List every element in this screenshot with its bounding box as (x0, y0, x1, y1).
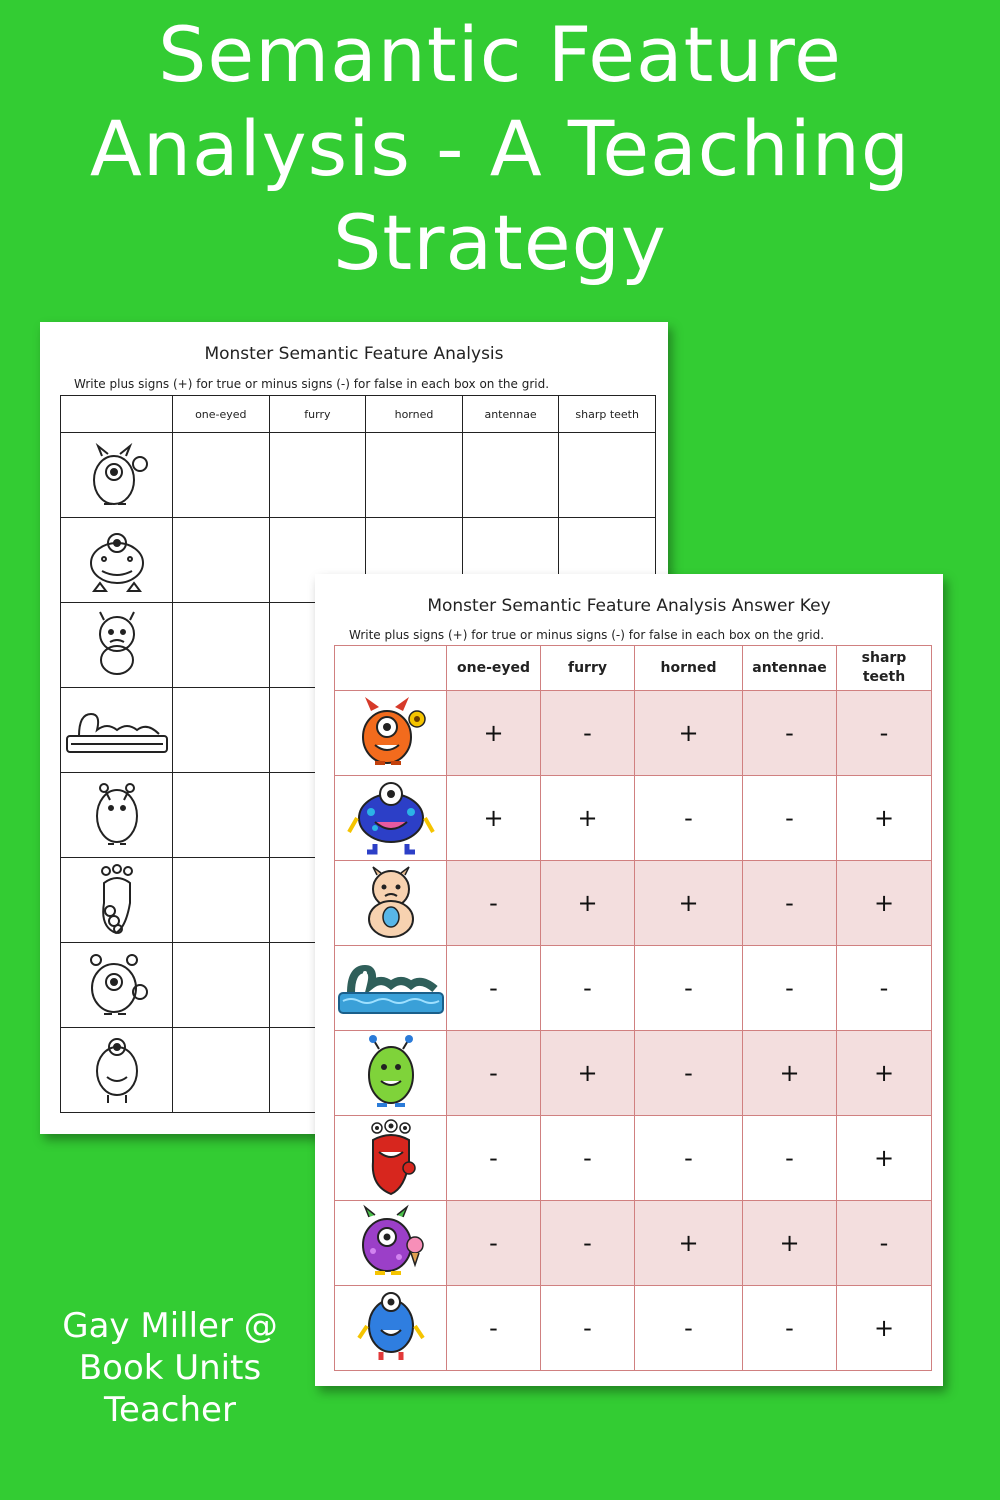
monster-cell (335, 1201, 447, 1286)
key-cell: - (447, 1116, 541, 1201)
key-header-one-eyed: one-eyed (447, 646, 541, 691)
blank-grid-header (61, 396, 656, 433)
key-cell: - (743, 1116, 837, 1201)
monster-cell (335, 946, 447, 1031)
blank-header-antennae: antennae (462, 396, 559, 433)
key-cell: - (635, 1286, 743, 1371)
blank-header-empty (61, 396, 173, 433)
blank-cell[interactable] (462, 433, 559, 518)
key-cell: + (541, 776, 635, 861)
table-row (335, 1201, 932, 1286)
key-cell: - (837, 946, 932, 1031)
blank-cell[interactable] (559, 433, 656, 518)
key-cell: - (743, 861, 837, 946)
key-cell: - (541, 1116, 635, 1201)
sea-serpent-outline-icon (65, 700, 169, 760)
key-cell: + (837, 776, 932, 861)
key-cell: - (447, 1031, 541, 1116)
monster-cell (335, 1116, 447, 1201)
key-cell: + (837, 1116, 932, 1201)
orange-monster-icon (351, 693, 431, 773)
key-cell: - (541, 946, 635, 1031)
monster-outline-cell (61, 773, 173, 858)
answer-key-header (335, 646, 932, 691)
monster-outline-cell (61, 943, 173, 1028)
blank-cell[interactable] (173, 858, 270, 943)
red-three-eyed-monster-icon (351, 1118, 431, 1198)
key-cell: - (447, 861, 541, 946)
key-header-antennae: antennae (743, 646, 837, 691)
monster-outline-cell (61, 518, 173, 603)
monster-outline-cell (61, 433, 173, 518)
blank-cell[interactable] (366, 433, 463, 518)
key-cell: - (541, 1286, 635, 1371)
monster-cell (335, 776, 447, 861)
key-cell: - (743, 946, 837, 1031)
monster-outline-cell (61, 603, 173, 688)
monster-cell (335, 691, 447, 776)
monster-outline-icon (80, 778, 154, 852)
blank-header-horned: horned (366, 396, 463, 433)
answer-key-grid (334, 645, 932, 1371)
table-row (61, 433, 656, 518)
key-cell: - (635, 1116, 743, 1201)
blank-header-sharp-teeth: sharp teeth (559, 396, 656, 433)
monster-outline-cell (61, 858, 173, 943)
key-cell: - (447, 1286, 541, 1371)
key-cell: - (837, 1201, 932, 1286)
key-cell: + (541, 861, 635, 946)
blank-worksheet-title: Monster Semantic Feature Analysis (204, 344, 504, 364)
monster-outline-cell (61, 1028, 173, 1113)
monster-outline-icon (80, 438, 154, 512)
key-cell: + (837, 861, 932, 946)
key-cell: - (743, 691, 837, 776)
answer-key-instructions: Write plus signs (+) for true or minus signs (-) for false in each box on the grid. (349, 628, 825, 642)
table-row (335, 1031, 932, 1116)
blue-one-eyed-monster-icon (351, 1288, 431, 1368)
key-cell: + (635, 861, 743, 946)
monster-outline-cell (61, 688, 173, 773)
blank-header-one-eyed: one-eyed (173, 396, 270, 433)
blank-cell[interactable] (173, 518, 270, 603)
blank-cell[interactable] (173, 433, 270, 518)
monster-outline-icon (80, 863, 154, 937)
monster-outline-icon (80, 523, 154, 597)
headline-line-1: Semantic Feature (158, 10, 842, 99)
key-cell: - (635, 946, 743, 1031)
table-row (335, 691, 932, 776)
blank-worksheet-instructions: Write plus signs (+) for true or minus signs (-) for false in each box on the grid. (74, 377, 550, 391)
author-line-1: Gay Miller @ (62, 1306, 278, 1346)
key-cell: + (743, 1031, 837, 1116)
blank-cell[interactable] (173, 603, 270, 688)
key-cell: + (447, 691, 541, 776)
answer-key-title: Monster Semantic Feature Analysis Answer Key (427, 596, 831, 616)
monster-cell (335, 1286, 447, 1371)
headline (0, 8, 1000, 290)
key-cell: - (447, 946, 541, 1031)
key-header-empty (335, 646, 447, 691)
author-line-3: Teacher (104, 1390, 236, 1430)
key-header-furry: furry (541, 646, 635, 691)
monster-cell (335, 1031, 447, 1116)
purple-monster-icon (351, 1203, 431, 1283)
author-credit (40, 1305, 300, 1431)
headline-line-2: Analysis - A Teaching (89, 104, 911, 193)
key-cell: - (447, 1201, 541, 1286)
table-row (335, 946, 932, 1031)
author-line-2: Book Units (78, 1348, 262, 1388)
blank-header-furry: furry (269, 396, 366, 433)
key-cell: - (541, 1201, 635, 1286)
key-cell: + (837, 1286, 932, 1371)
blank-cell[interactable] (173, 688, 270, 773)
key-cell: - (743, 1286, 837, 1371)
table-row (335, 861, 932, 946)
blank-cell[interactable] (173, 1028, 270, 1113)
monster-cell (335, 861, 447, 946)
peach-baby-monster-icon (351, 863, 431, 943)
table-row (335, 776, 932, 861)
blue-spotted-monster-icon (345, 778, 437, 858)
key-cell: + (447, 776, 541, 861)
monster-outline-icon (80, 948, 154, 1022)
table-row (335, 1286, 932, 1371)
key-cell: + (541, 1031, 635, 1116)
key-header-sharp-teeth: sharp teeth (837, 646, 932, 691)
headline-line-3: Strategy (333, 198, 667, 287)
key-cell: + (635, 691, 743, 776)
key-cell: + (837, 1031, 932, 1116)
key-header-horned: horned (635, 646, 743, 691)
sea-serpent-icon (337, 957, 445, 1019)
monster-outline-icon (80, 1033, 154, 1107)
blank-cell[interactable] (269, 433, 366, 518)
key-cell: - (541, 691, 635, 776)
blank-cell[interactable] (173, 773, 270, 858)
blank-cell[interactable] (173, 943, 270, 1028)
key-cell: + (743, 1201, 837, 1286)
key-cell: + (635, 1201, 743, 1286)
key-cell: - (635, 776, 743, 861)
key-cell: - (635, 1031, 743, 1116)
monster-outline-icon (80, 608, 154, 682)
key-cell: - (743, 776, 837, 861)
green-monster-icon (351, 1033, 431, 1113)
answer-key-worksheet (315, 574, 943, 1386)
key-cell: - (837, 691, 932, 776)
table-row (335, 1116, 932, 1201)
